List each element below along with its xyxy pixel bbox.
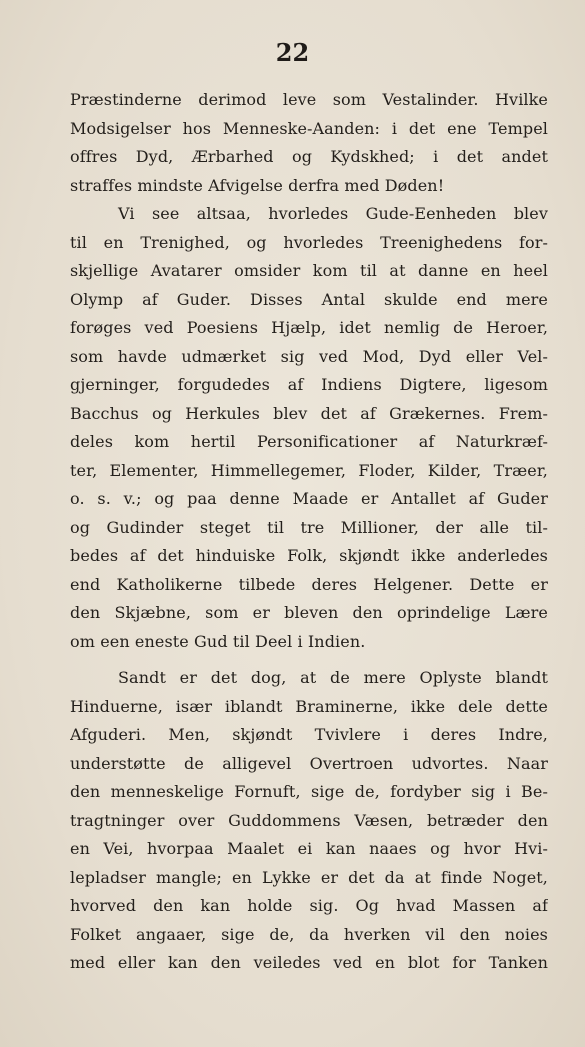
text-line: og Gudinder steget til tre Millioner, der alle til- bbox=[70, 517, 548, 537]
text-line: ter, Elementer, Himmellegemer, Floder, Kilder, Træer, bbox=[70, 460, 548, 480]
paragraph-2 bbox=[70, 200, 548, 656]
text-line: som havde udmærket sig ved Mod, Dyd eller Vel- bbox=[70, 346, 548, 366]
text-line: om een eneste Gud til Deel i Indien. bbox=[70, 631, 366, 651]
text-line: hvorved den kan holde sig. Og hvad Massen af bbox=[70, 896, 548, 915]
text-line: Folket angaaer, sige de, da hverken vil den noies bbox=[70, 924, 548, 944]
text-line: Præstinderne derimod leve som Vestalinder. Hvilke bbox=[70, 90, 548, 109]
text-line: skjellige Avatarer omsider kom til at danne en heel bbox=[70, 261, 548, 280]
text-line: Hinduerne, især iblandt Braminerne, ikke dele dette bbox=[70, 696, 548, 716]
text-line: Vi see altsaa, hvorledes Gude-Eenheden blev bbox=[118, 204, 548, 223]
text-line: Olymp af Guder. Disses Antal skulde end mere bbox=[70, 289, 548, 309]
text-line: deles kom hertil Personificationer af Naturkræf- bbox=[70, 432, 548, 451]
paragraph-3 bbox=[70, 664, 548, 978]
text-line: bedes af det hinduiske Folk, skjøndt ikke anderledes bbox=[70, 546, 548, 565]
text-line: offres Dyd, Ærbarhed og Kydskhed; i det andet bbox=[70, 147, 548, 166]
page-number: 22 bbox=[275, 38, 310, 67]
text-line: tragtninger over Guddommens Væsen, betræder den bbox=[70, 810, 548, 830]
text-line: den Skjæbne, som er bleven den oprindelige Lære bbox=[70, 603, 548, 622]
text-line: end Katholikerne tilbede deres Helgener. Dette er bbox=[70, 574, 548, 594]
text-line: straffes mindste Afvigelse derfra med Døden! bbox=[70, 175, 445, 195]
text-line: Modsigelser hos Menneske-Aanden: i det ene Tempel bbox=[70, 118, 548, 138]
text-line: gjerninger, forgudedes af Indiens Digtere, ligesom bbox=[70, 375, 548, 394]
paragraph-gap bbox=[70, 656, 548, 664]
paragraph-1 bbox=[70, 86, 548, 200]
body-text bbox=[70, 86, 548, 978]
text-line: Sandt er det dog, at de mere Oplyste blandt bbox=[118, 668, 548, 687]
text-line: til en Trenighed, og hvorledes Treenighedens for- bbox=[70, 232, 548, 252]
text-line: den menneskelige Fornuft, sige de, fordyber sig i Be- bbox=[70, 782, 548, 801]
text-line: forøges ved Poesiens Hjælp, idet nemlig de Heroer, bbox=[70, 318, 548, 337]
text-line: en Vei, hvorpaa Maalet ei kan naaes og hvor Hvi- bbox=[70, 839, 548, 858]
text-line: o. s. v.; og paa denne Maade er Antallet af Guder bbox=[70, 489, 548, 508]
text-line: understøtte de alligevel Overtroen udvortes. Naar bbox=[70, 753, 548, 773]
text-line: Afguderi. Men, skjøndt Tvivlere i deres Indre, bbox=[70, 725, 548, 744]
text-line: lepladser mangle; en Lykke er det da at finde Noget, bbox=[70, 867, 548, 887]
text-line: med eller kan den veiledes ved en blot for Tanken bbox=[70, 953, 548, 972]
text-line: Bacchus og Herkules blev det af Grækernes. Frem- bbox=[70, 403, 548, 423]
